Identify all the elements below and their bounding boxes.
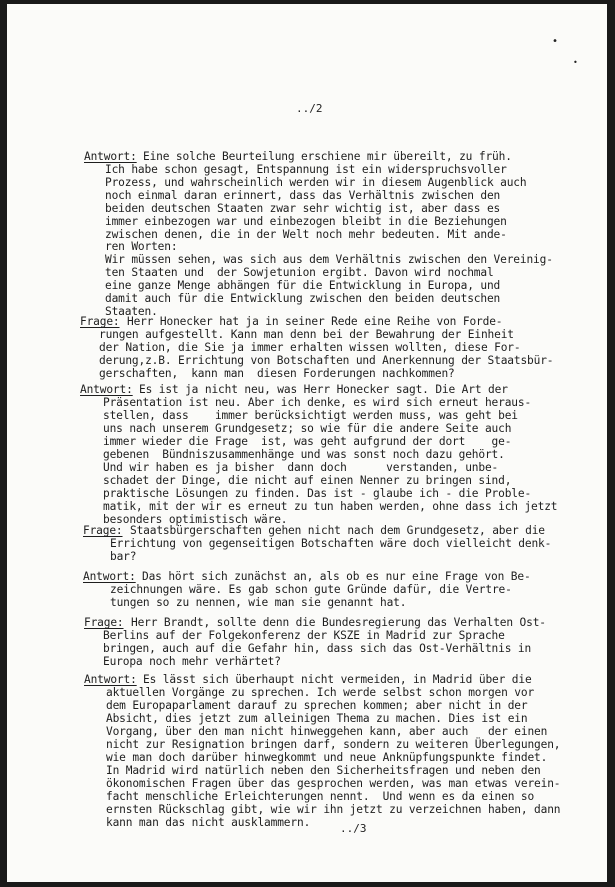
text-line: bringen, auch auf die Gefahr hin, dass sich das Ost-Verhältnis in bbox=[103, 642, 532, 655]
text-line: Eine solche Beurteilung erschiene mir übereilt, zu früh. bbox=[143, 150, 512, 163]
text-line: Herr Honecker hat ja in seiner Rede eine Reihe von Forde- bbox=[127, 315, 503, 328]
text-line: tungen so zu nennen, wie man sie genannt hat. bbox=[110, 596, 407, 609]
text-line: wie man doch darüber hinwegkommt und neue Anknüpfungspunkte findet. bbox=[106, 751, 548, 764]
header-page-ref: ../2 bbox=[296, 102, 323, 115]
text-line: Herr Brandt, sollte denn die Bundesregierung das Verhalten Ost- bbox=[131, 616, 546, 629]
text-line: derung,z.B. Errichtung von Botschaften und Anerkennung der Staatsbür- bbox=[99, 354, 554, 367]
text-line: matik, mit der wir es erneut zu tun haben werden, ohne dass ich jetzt bbox=[103, 500, 558, 513]
text-line: zwischen denen, die in der Welt noch mehr bedeuten. Mit ande- bbox=[105, 228, 507, 241]
answer-label: Antwort: bbox=[84, 150, 137, 163]
text-line: Europa noch mehr verhärtet? bbox=[103, 655, 281, 668]
text-line: Präsentation ist neu. Aber ich denke, es wird sich erneut heraus- bbox=[103, 396, 532, 409]
text-line: rungen aufgestellt. Kann man denn bei der Bewahrung der Einheit bbox=[99, 328, 514, 341]
text-line: uns nach unserem Grundgesetz; so wie für die andere Seite auch bbox=[103, 422, 512, 435]
text-line: facht menschliche Erleichterungen nennt. Und wenn es da einen so bbox=[106, 790, 535, 803]
text-line: Wir müssen sehen, was sich aus dem Verhältnis zwischen den Vereinig- bbox=[105, 253, 553, 266]
text-line: damit auch für die Entwicklung zwischen den beiden deutschen bbox=[105, 292, 501, 305]
text-line: ernsten Rückschlag gibt, wie wir ihn jetzt zu verzeichnen haben, dann bbox=[106, 803, 561, 816]
text-line: immer wieder die Frage ist, was geht aufgrund der dort ge- bbox=[103, 435, 512, 448]
text-line: Es lässt sich überhaupt nicht vermeiden, in Madrid über die bbox=[143, 673, 532, 686]
text-line: gebenen Bündniszusammenhänge und was sonst noch dazu gehört. bbox=[103, 448, 505, 461]
answer-label: Antwort: bbox=[83, 570, 136, 583]
text-line: noch einmal daran erinnert, dass das Verhältnis zwischen den bbox=[105, 189, 501, 202]
footer-page-ref: ../3 bbox=[340, 822, 367, 835]
text-line: aktuellen Vorgänge zu sprechen. Ich werde selbst schon morgen vor bbox=[106, 686, 535, 699]
text-line: Es ist ja nicht neu, was Herr Honecker sagt. Die Art der bbox=[139, 383, 508, 396]
text-line: bar? bbox=[110, 550, 137, 563]
text-line: schadet der Dinge, die nicht auf einen Nenner zu bringen sind, bbox=[103, 474, 512, 487]
text-line: stellen, dass immer berücksichtigt werden muss, was geht bei bbox=[103, 409, 518, 422]
text-line: ökonomischen Fragen über das gesprochen werden, was man etwas verein- bbox=[106, 777, 561, 790]
text-line: Prozess, und wahrscheinlich werden wir in diesem Augenblick auch bbox=[105, 176, 527, 189]
text-line: dem Europaparlament darauf zu sprechen kommen; aber nicht in der bbox=[106, 699, 528, 712]
text-line: Berlins auf der Folgekonferenz der KSZE in Madrid zur Sprache bbox=[103, 629, 505, 642]
scan-mark-dot: • bbox=[552, 36, 559, 47]
question-label: Frage: bbox=[80, 315, 120, 328]
text-line: nicht zur Resignation bringen darf, sondern zu weiteren Überlegungen, bbox=[106, 738, 561, 751]
text-line: praktische Lösungen zu finden. Das ist - glaube ich - die Proble- bbox=[103, 487, 532, 500]
text-line: In Madrid wird natürlich neben den Sicherheitsfragen und neben den bbox=[106, 764, 541, 777]
text-line: beiden deutschen Staaten zwar sehr wichtig ist, aber dass es bbox=[105, 202, 501, 215]
question-label: Frage: bbox=[83, 524, 123, 537]
text-line: kann man das nicht ausklammern. bbox=[106, 816, 311, 829]
text-line: ren Worten: bbox=[105, 240, 178, 253]
text-line: eine ganze Menge abhängen für die Entwicklung in Europa, und bbox=[105, 279, 501, 292]
answer-label: Antwort: bbox=[80, 383, 133, 396]
text-line: Staaten. bbox=[105, 305, 158, 318]
text-line: gerschaften, kann man diesen Forderungen nachkommen? bbox=[99, 367, 455, 380]
text-line: Vorgang, über den man nicht hinweggehen kann, aber auch der einen bbox=[106, 725, 548, 738]
text-line: Staatsbürgerschaften gehen nicht nach dem Grundgesetz, aber die bbox=[130, 524, 545, 537]
text-line: der Nation, die Sie ja immer erhalten wissen wollten, diese For- bbox=[99, 341, 521, 354]
text-line: Absicht, dies jetzt zum alleinigen Thema zu machen. Dies ist ein bbox=[106, 712, 528, 725]
text-line: besonders optimistisch wäre. bbox=[103, 513, 288, 526]
text-line: Ich habe schon gesagt, Entspannung ist ein widerspruchsvoller bbox=[105, 163, 507, 176]
answer-label: Antwort: bbox=[84, 673, 137, 686]
text-line: Und wir haben es ja bisher dann doch verstanden, unbe- bbox=[103, 461, 499, 474]
document-page bbox=[7, 4, 607, 882]
question-label: Frage: bbox=[84, 616, 124, 629]
text-line: immer einbezogen war und einbezogen bleibt in die Beziehungen bbox=[105, 215, 507, 228]
text-line: ten Staaten und der Sowjetunion ergibt. Davon wird nochmal bbox=[105, 266, 494, 279]
text-line: zeichnungen wäre. Es gab schon gute Gründe dafür, die Vertre- bbox=[110, 583, 512, 596]
text-line: Das hört sich zunächst an, als ob es nur eine Frage von Be- bbox=[142, 570, 531, 583]
text-line: Errichtung von gegenseitigen Botschaften wäre doch vielleicht denk- bbox=[110, 537, 552, 550]
scan-mark-dot: • bbox=[573, 58, 578, 67]
